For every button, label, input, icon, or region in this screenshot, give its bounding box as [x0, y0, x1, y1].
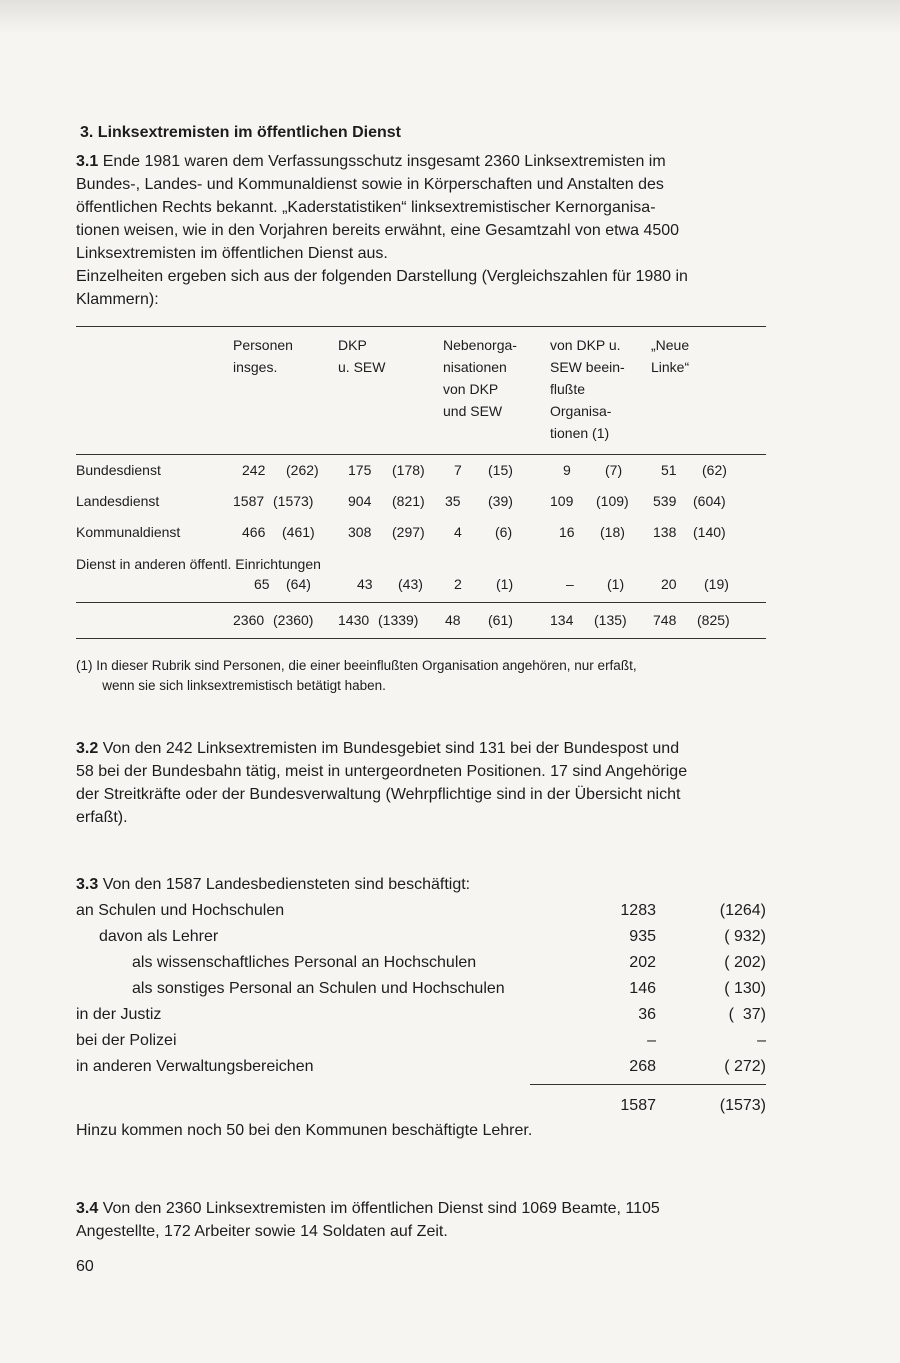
- table-cell: (6): [495, 524, 513, 540]
- staff-row: [76, 1058, 766, 1082]
- table-rule-bottom: [76, 638, 766, 639]
- table-cell: –: [566, 576, 574, 592]
- staff-label: in anderen Verwaltungsbereichen: [76, 1058, 314, 1075]
- staff-prev-value: –: [757, 1032, 766, 1049]
- table-cell: 7: [454, 462, 462, 478]
- staff-prev-value: ( 130): [724, 980, 766, 997]
- paragraph-line: Von den 2360 Linksextremisten im öffentlichen Dienst sind 1069 Beamte, 1105: [98, 1200, 660, 1217]
- table-cell: (1573): [273, 493, 314, 509]
- staff-prev-value: ( 37): [728, 1006, 766, 1023]
- header-persons: Personen insges.: [233, 337, 293, 375]
- paragraph-line: tionen weisen, wie in den Vorjahren bereits erwähnt, eine Gesamtzahl von etwa 4500: [76, 222, 680, 239]
- table-cell: 904: [348, 493, 372, 509]
- paragraph-line: öffentlichen Rechts bekannt. „Kaderstatistiken“ linksextremistischer Kernorganisa-: [76, 199, 656, 216]
- table-cell: (109): [596, 493, 629, 509]
- table-cell: (821): [392, 493, 425, 509]
- staff-prev-value: ( 202): [724, 954, 766, 971]
- total-cell: 2360: [233, 612, 265, 628]
- table-cell: (62): [702, 462, 727, 478]
- table-cell: 65: [254, 576, 270, 592]
- total-cell: 48: [445, 612, 461, 628]
- table-cell: 1587: [233, 493, 265, 509]
- staff-prev-value: (1264): [719, 902, 766, 919]
- table-cell: (461): [282, 524, 315, 540]
- staff-intro: Von den 1587 Landesbediensteten sind beschäftigt:: [98, 876, 471, 893]
- staff-value: 935: [629, 928, 656, 945]
- table-cell: 109: [550, 493, 574, 509]
- total-cell: 748: [653, 612, 677, 628]
- staff-value: 1283: [620, 902, 656, 919]
- paragraph-number: 3.3: [76, 876, 99, 893]
- staff-value: –: [647, 1032, 656, 1049]
- table-cell: 4: [454, 524, 462, 540]
- staff-row: [76, 1006, 766, 1030]
- paragraph-number: 3.4: [76, 1200, 99, 1217]
- staff-total-prev-value: (1573): [719, 1097, 766, 1114]
- table-cell: 138: [653, 524, 677, 540]
- staff-label: davon als Lehrer: [99, 928, 219, 945]
- staff-label: bei der Polizei: [76, 1032, 177, 1049]
- staff-label: an Schulen und Hochschulen: [76, 902, 285, 919]
- paragraph-3-1: [76, 150, 776, 311]
- paragraph-line: Ende 1981 waren dem Verfassungsschutz insgesamt 2360 Linksextremisten im: [98, 153, 666, 170]
- staff-prev-value: ( 932): [724, 928, 766, 945]
- header-neue-linke: „Neue Linke“: [651, 337, 690, 375]
- footnote-line: (1) In dieser Rubrik sind Personen, die einer beeinflußten Organisation angehören, nur erfaßt,: [76, 658, 637, 673]
- paragraph-line: Angestellte, 172 Arbeiter sowie 14 Soldaten auf Zeit.: [76, 1223, 448, 1240]
- paragraph-line: Bundes-, Landes- und Kommunaldienst sowie in Körperschaften und Anstalten des: [76, 176, 664, 193]
- total-cell: (135): [594, 612, 627, 628]
- table-cell: 175: [348, 462, 372, 478]
- table-cell: (15): [488, 462, 513, 478]
- staff-value: 36: [638, 1006, 656, 1023]
- row-label: Kommunaldienst: [76, 524, 181, 540]
- table-rule-total: [76, 602, 766, 603]
- staff-row: [76, 928, 766, 952]
- staff-value: 146: [629, 980, 656, 997]
- total-cell: (1339): [378, 612, 419, 628]
- page-number: 60: [76, 1258, 94, 1275]
- table-cell: 308: [348, 524, 372, 540]
- table-cell: 539: [653, 493, 677, 509]
- table-cell: (18): [600, 524, 625, 540]
- table-cell: (19): [704, 576, 729, 592]
- staff-total-rule: [530, 1084, 766, 1085]
- paragraph-number: 3.1: [76, 153, 99, 170]
- scan-edge: [0, 0, 900, 34]
- paragraph-line: Klammern):: [76, 291, 159, 308]
- table-cell: (604): [693, 493, 726, 509]
- staff-note-row: [76, 1122, 766, 1146]
- total-cell: 1430: [338, 612, 370, 628]
- staff-row: [76, 902, 766, 926]
- table-cell: (64): [286, 576, 311, 592]
- paragraph-3-2: [76, 737, 776, 829]
- table-cell: 466: [242, 524, 266, 540]
- paragraph-line: Einzelheiten ergeben sich aus der folgenden Darstellung (Vergleichszahlen für 1980 in: [76, 268, 688, 285]
- table-cell: (7): [605, 462, 623, 478]
- table-cell: (1): [607, 576, 625, 592]
- section-heading: 3. Linksextremisten im öffentlichen Dienst: [80, 124, 401, 141]
- staff-total-row: [76, 1097, 766, 1121]
- table-rule-header: [76, 454, 766, 455]
- staff-value: 268: [629, 1058, 656, 1075]
- paragraph-line: 58 bei der Bundesbahn tätig, meist in untergeordneten Positionen. 17 sind Angehörige: [76, 763, 688, 780]
- table-cell: (262): [286, 462, 319, 478]
- staff-row: [76, 980, 766, 1004]
- staff-note: Hinzu kommen noch 50 bei den Kommunen beschäftigte Lehrer.: [76, 1122, 533, 1139]
- staff-row: [76, 954, 766, 978]
- header-nebenorganisationen: Nebenorga- nisationen von DKP und SEW: [443, 337, 517, 419]
- footnote-line: wenn sie sich linksextremistisch betätigt haben.: [76, 678, 386, 693]
- paragraph-line: Linksextremisten im öffentlichen Dienst aus.: [76, 245, 388, 262]
- table-cell: 35: [445, 493, 461, 509]
- table-cell: (39): [488, 493, 513, 509]
- staff-label: in der Justiz: [76, 1006, 162, 1023]
- footnote: [76, 656, 776, 696]
- table-cell: 16: [559, 524, 575, 540]
- total-cell: (61): [488, 612, 513, 628]
- paragraph-number: 3.2: [76, 740, 99, 757]
- row-label: Bundesdienst: [76, 462, 161, 478]
- paragraph-line: Von den 242 Linksextremisten im Bundesgebiet sind 131 bei der Bundespost und: [98, 740, 680, 757]
- table-rule-top: [76, 326, 766, 327]
- total-cell: 134: [550, 612, 574, 628]
- staff-label: als sonstiges Personal an Schulen und Hochschulen: [132, 980, 505, 997]
- paragraph-line: der Streitkräfte oder der Bundesverwaltung (Wehrpflichtige sind in der Übersicht nicht: [76, 786, 681, 803]
- table-cell: (43): [398, 576, 423, 592]
- table-cell: 20: [661, 576, 677, 592]
- row-label: Dienst in anderen öffentl. Einrichtungen: [76, 556, 321, 572]
- table-cell: 242: [242, 462, 266, 478]
- staff-prev-value: ( 272): [724, 1058, 766, 1075]
- header-beeinflusste: von DKP u. SEW beein- flußte Organisa- tionen (1): [550, 337, 625, 441]
- table-cell: (178): [392, 462, 425, 478]
- table-cell: 9: [563, 462, 571, 478]
- table-cell: (140): [693, 524, 726, 540]
- staff-total-value: 1587: [620, 1097, 656, 1114]
- table-cell: (297): [392, 524, 425, 540]
- staff-value: 202: [629, 954, 656, 971]
- staff-label: als wissenschaftliches Personal an Hochschulen: [132, 954, 477, 971]
- staff-row: [76, 1032, 766, 1056]
- total-cell: (825): [697, 612, 730, 628]
- total-cell: (2360): [273, 612, 314, 628]
- table-cell: 43: [357, 576, 373, 592]
- header-dkp: DKP u. SEW: [338, 337, 386, 375]
- table-cell: (1): [496, 576, 514, 592]
- table-cell: 51: [661, 462, 677, 478]
- table-cell: 2: [454, 576, 462, 592]
- paragraph-line: erfaßt).: [76, 809, 128, 826]
- paragraph-3-4: [76, 1197, 776, 1243]
- row-label: Landesdienst: [76, 493, 160, 509]
